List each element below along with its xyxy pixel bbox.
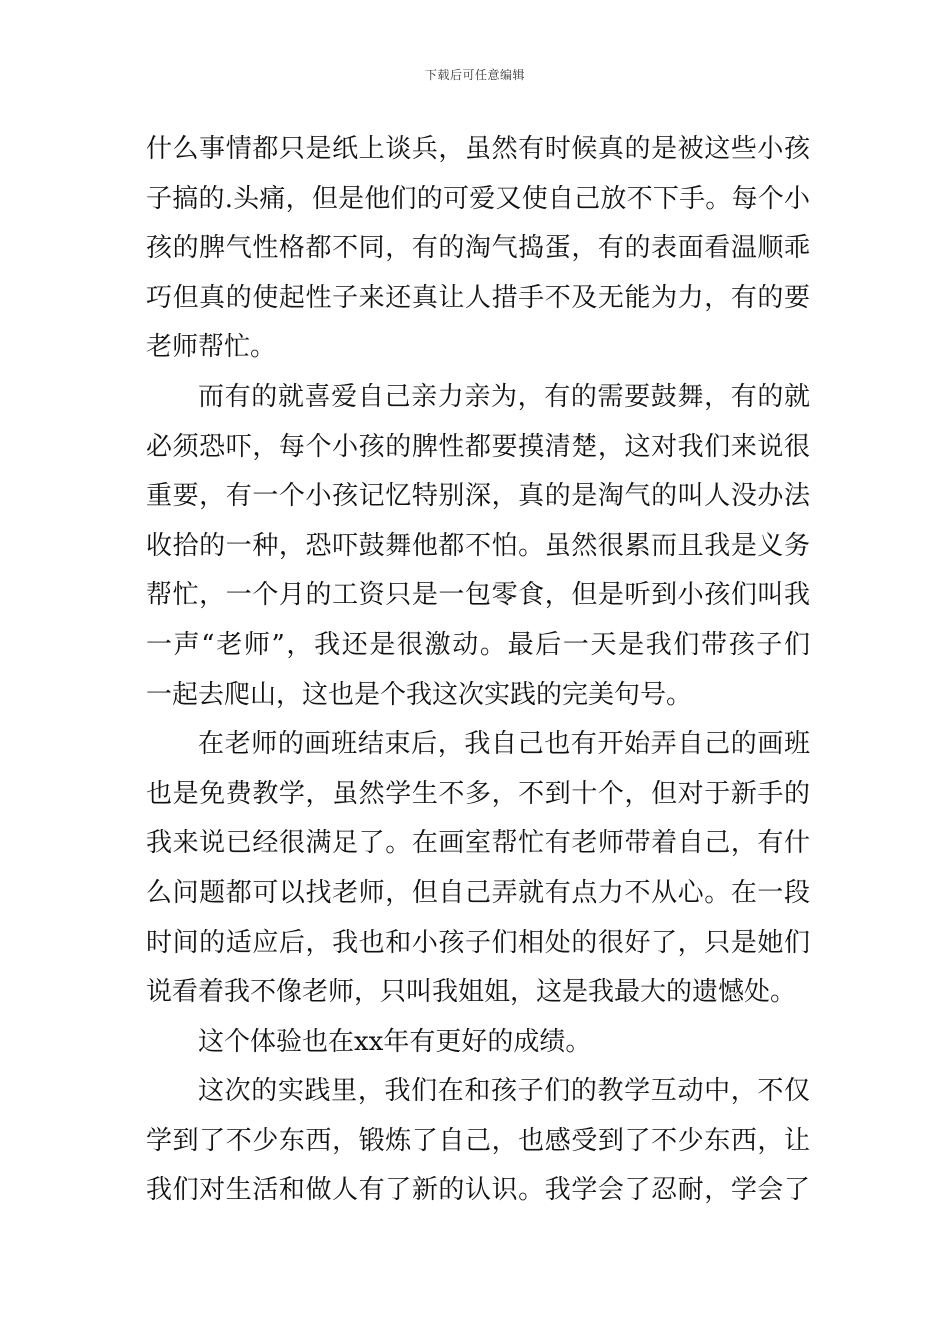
text-line: 这个体验也在xx年有更好的成绩。: [198, 1026, 592, 1057]
text-line: 老师帮忙。: [146, 332, 277, 363]
text-line: 我来说已经很满足了。在画室帮忙有老师带着自己，有什: [146, 828, 810, 859]
text-line: 么问题都可以找老师，但自己弄就有点力不从心。在一段: [146, 877, 810, 908]
text-line: 一声“老师”，我还是很激动。最后一天是我们带孩子们: [146, 629, 810, 660]
text-line: 我们对生活和做人有了新的认识。我学会了忍耐，学会了: [146, 1175, 810, 1206]
text-line: 巧但真的使起性子来还真让人措手不及无能为力，有的要: [146, 282, 810, 313]
text-line: 收拾的一种，恐吓鼓舞他都不怕。虽然很累而且我是义务: [146, 530, 810, 561]
text-line: 孩的脾气性格都不同，有的淘气捣蛋，有的表面看温顺乖: [146, 233, 810, 264]
text-line: 也是免费教学，虽然学生不多，不到十个，但对于新手的: [146, 778, 810, 809]
text-line: 时间的适应后，我也和小孩子们相处的很好了，只是她们: [146, 927, 810, 958]
text-line: 一起去爬山，这也是个我这次实践的完美句号。: [146, 679, 693, 710]
page-header: 下载后可任意编辑: [424, 68, 525, 82]
text-line: 重要，有一个小孩记忆特别深，真的是淘气的叫人没办法: [146, 481, 810, 512]
text-line: 在老师的画班结束后，我自己也有开始弄自己的画班: [198, 729, 810, 760]
text-line: 学到了不少东西，锻炼了自己，也感受到了不少东西，让: [146, 1125, 810, 1156]
text-line: 而有的就喜爱自己亲力亲为，有的需要鼓舞，有的就: [198, 381, 810, 412]
text-line: 说看着我不像老师，只叫我姐姐，这是我最大的遗憾处。: [146, 977, 797, 1008]
body-text: [146, 125, 810, 1216]
text-line: 这次的实践里，我们在和孩子们的教学互动中，不仅: [198, 1076, 810, 1107]
text-line: 什么事情都只是纸上谈兵，虽然有时候真的是被这些小孩: [146, 134, 810, 164]
text-line: 帮忙，一个月的工资只是一包零食，但是听到小孩们叫我: [146, 580, 810, 611]
text-line: 必须恐吓，每个小孩的脾性都要摸清楚，这对我们来说很: [146, 431, 810, 462]
text-line: 子搞的.头痛，但是他们的可爱又使自己放不下手。每个小: [146, 183, 810, 214]
